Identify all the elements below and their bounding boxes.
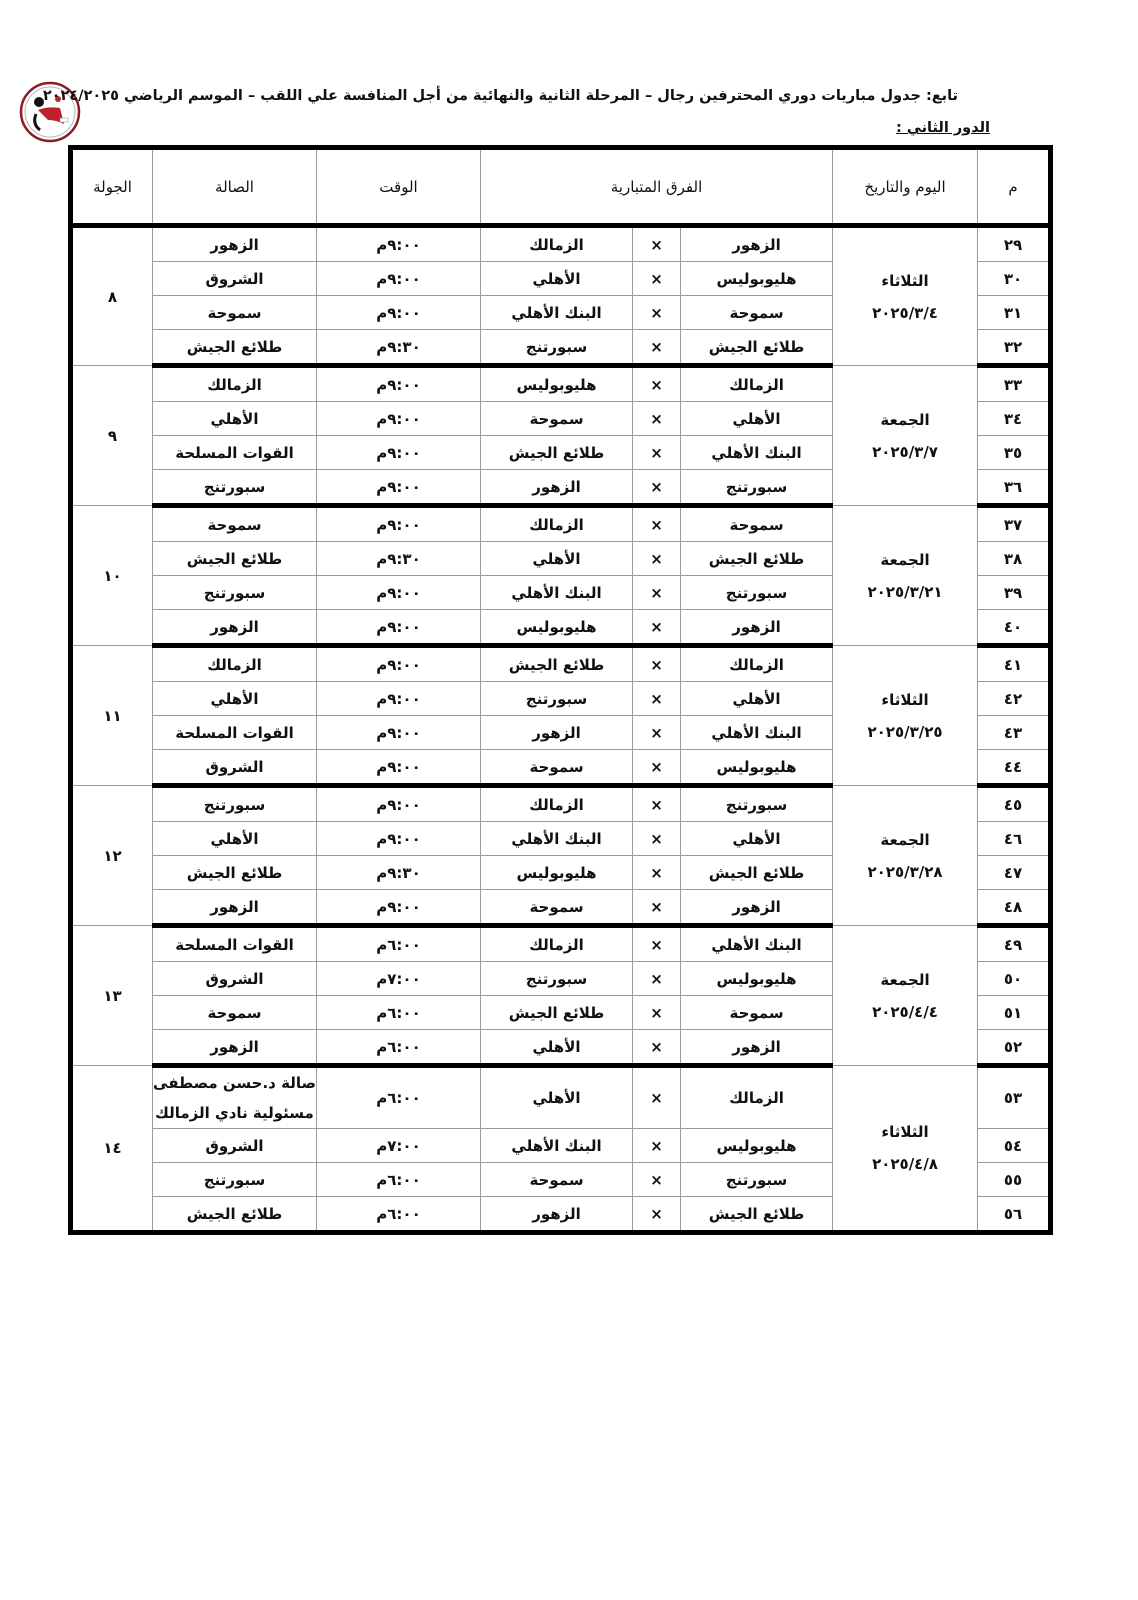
home-team: الزهور xyxy=(681,1030,833,1066)
away-team: الأهلي xyxy=(481,1030,633,1066)
away-team: سبورتنج xyxy=(481,330,633,366)
versus-icon: × xyxy=(633,1163,681,1197)
match-hall: الشروق xyxy=(153,1129,317,1163)
round-number: ٨ xyxy=(71,226,153,366)
match-number: ٤٠ xyxy=(978,610,1051,646)
match-number: ٤٢ xyxy=(978,682,1051,716)
match-time: ٩:٠٠م xyxy=(317,576,481,610)
versus-icon: × xyxy=(633,716,681,750)
away-team: هليوبوليس xyxy=(481,610,633,646)
match-day-date xyxy=(833,1066,978,1233)
away-team: الزمالك xyxy=(481,506,633,542)
versus-icon: × xyxy=(633,1129,681,1163)
versus-icon: × xyxy=(633,926,681,962)
match-number: ٥٢ xyxy=(978,1030,1051,1066)
match-number: ٥٣ xyxy=(978,1066,1051,1129)
section-title: الدور الثاني : xyxy=(896,120,990,136)
match-time: ٩:٠٠م xyxy=(317,890,481,926)
versus-icon: × xyxy=(633,646,681,682)
match-day-date xyxy=(833,366,978,506)
home-team: سموحة xyxy=(681,296,833,330)
match-date: ٢٠٢٥/٣/٢٨ xyxy=(867,862,943,881)
match-number: ٢٩ xyxy=(978,226,1051,262)
match-hall: سبورتنج xyxy=(153,1163,317,1197)
match-hall: القوات المسلحة xyxy=(153,436,317,470)
home-team: هليوبوليس xyxy=(681,262,833,296)
match-number: ٤١ xyxy=(978,646,1051,682)
column-header-time: الوقت xyxy=(317,148,481,226)
match-time: ٩:٣٠م xyxy=(317,542,481,576)
match-hall: سموحة xyxy=(153,996,317,1030)
match-hall: سبورتنج xyxy=(153,470,317,506)
home-team: هليوبوليس xyxy=(681,750,833,786)
away-team: الزهور xyxy=(481,716,633,750)
match-time: ٩:٠٠م xyxy=(317,506,481,542)
table-row xyxy=(71,226,1051,262)
versus-icon: × xyxy=(633,330,681,366)
table-row xyxy=(71,646,1051,682)
match-time: ٦:٠٠م xyxy=(317,1163,481,1197)
match-number: ٤٣ xyxy=(978,716,1051,750)
away-team: الزمالك xyxy=(481,786,633,822)
home-team: سموحة xyxy=(681,996,833,1030)
match-number: ٤٨ xyxy=(978,890,1051,926)
round-number: ١٤ xyxy=(71,1066,153,1233)
home-team: الزهور xyxy=(681,226,833,262)
match-time: ٩:٠٠م xyxy=(317,610,481,646)
away-team: طلائع الجيش xyxy=(481,436,633,470)
home-team: سبورتنج xyxy=(681,1163,833,1197)
home-team: الأهلي xyxy=(681,682,833,716)
versus-icon: × xyxy=(633,226,681,262)
match-number: ٣٣ xyxy=(978,366,1051,402)
column-header-round: الجولة xyxy=(71,148,153,226)
match-day: الجمعة xyxy=(880,410,930,429)
match-time: ٦:٠٠م xyxy=(317,926,481,962)
versus-icon: × xyxy=(633,1197,681,1233)
versus-icon: × xyxy=(633,786,681,822)
versus-icon: × xyxy=(633,366,681,402)
match-number: ٣٧ xyxy=(978,506,1051,542)
away-team: البنك الأهلي xyxy=(481,576,633,610)
match-day: الثلاثاء xyxy=(881,690,929,709)
match-hall: الأهلي xyxy=(153,682,317,716)
column-header-date: اليوم والتاريخ xyxy=(833,148,978,226)
home-team: طلائع الجيش xyxy=(681,1197,833,1233)
round-number: ١١ xyxy=(71,646,153,786)
table-row xyxy=(71,366,1051,402)
match-hall: الشروق xyxy=(153,750,317,786)
match-time: ٧:٠٠م xyxy=(317,962,481,996)
match-hall: القوات المسلحة xyxy=(153,926,317,962)
home-team: طلائع الجيش xyxy=(681,330,833,366)
match-number: ٤٩ xyxy=(978,926,1051,962)
match-day: الثلاثاء xyxy=(881,271,929,290)
column-header-hall: الصالة xyxy=(153,148,317,226)
match-day-date xyxy=(833,226,978,366)
match-hall: الشروق xyxy=(153,262,317,296)
match-hall: الشروق xyxy=(153,962,317,996)
round-number: ١٠ xyxy=(71,506,153,646)
match-number: ٣٢ xyxy=(978,330,1051,366)
match-hall: الزهور xyxy=(153,610,317,646)
match-hall: طلائع الجيش xyxy=(153,330,317,366)
column-header-teams: الفرق المتبارية xyxy=(481,148,833,226)
versus-icon: × xyxy=(633,542,681,576)
match-number: ٣٥ xyxy=(978,436,1051,470)
versus-icon: × xyxy=(633,610,681,646)
match-date: ٢٠٢٥/٣/٤ xyxy=(872,303,938,322)
versus-icon: × xyxy=(633,682,681,716)
away-team: الأهلي xyxy=(481,1066,633,1129)
match-day-date xyxy=(833,926,978,1066)
match-hall: الأهلي xyxy=(153,402,317,436)
match-number: ٥٥ xyxy=(978,1163,1051,1197)
versus-icon: × xyxy=(633,856,681,890)
match-time: ٩:٠٠م xyxy=(317,226,481,262)
away-team: سموحة xyxy=(481,402,633,436)
home-team: طلائع الجيش xyxy=(681,856,833,890)
match-hall: الزمالك xyxy=(153,366,317,402)
match-time: ٩:٠٠م xyxy=(317,822,481,856)
versus-icon: × xyxy=(633,506,681,542)
away-team: سموحة xyxy=(481,750,633,786)
match-time: ٦:٠٠م xyxy=(317,1066,481,1129)
match-time: ٩:٣٠م xyxy=(317,330,481,366)
home-team: البنك الأهلي xyxy=(681,716,833,750)
match-hall: طلائع الجيش xyxy=(153,856,317,890)
home-team: طلائع الجيش xyxy=(681,542,833,576)
away-team: طلائع الجيش xyxy=(481,646,633,682)
match-day: الجمعة xyxy=(880,550,930,569)
versus-icon: × xyxy=(633,996,681,1030)
match-number: ٤٦ xyxy=(978,822,1051,856)
versus-icon: × xyxy=(633,402,681,436)
match-time: ٩:٣٠م xyxy=(317,856,481,890)
match-time: ٦:٠٠م xyxy=(317,1030,481,1066)
away-team: البنك الأهلي xyxy=(481,296,633,330)
match-hall-line1: صالة د.حسن مصطفى xyxy=(153,1074,316,1092)
match-hall: الزمالك xyxy=(153,646,317,682)
home-team: سبورتنج xyxy=(681,470,833,506)
home-team: البنك الأهلي xyxy=(681,926,833,962)
versus-icon: × xyxy=(633,962,681,996)
match-hall: الزهور xyxy=(153,890,317,926)
versus-icon: × xyxy=(633,1066,681,1129)
away-team: هليوبوليس xyxy=(481,856,633,890)
table-row xyxy=(71,786,1051,822)
away-team: الأهلي xyxy=(481,262,633,296)
home-team: الزمالك xyxy=(681,366,833,402)
match-hall: طلائع الجيش xyxy=(153,542,317,576)
versus-icon: × xyxy=(633,890,681,926)
match-day: الثلاثاء xyxy=(881,1123,929,1141)
match-date: ٢٠٢٥/٣/٢٥ xyxy=(867,722,943,741)
versus-icon: × xyxy=(633,296,681,330)
match-hall xyxy=(153,1066,317,1129)
away-team: الزمالك xyxy=(481,926,633,962)
match-hall: سموحة xyxy=(153,296,317,330)
match-day-date xyxy=(833,646,978,786)
match-day-date xyxy=(833,786,978,926)
table-row xyxy=(71,926,1051,962)
away-team: سبورتنج xyxy=(481,682,633,716)
round-number: ١٢ xyxy=(71,786,153,926)
versus-icon: × xyxy=(633,576,681,610)
match-time: ٧:٠٠م xyxy=(317,1129,481,1163)
home-team: الأهلي xyxy=(681,402,833,436)
versus-icon: × xyxy=(633,822,681,856)
match-time: ٩:٠٠م xyxy=(317,436,481,470)
match-day: الجمعة xyxy=(880,970,930,989)
versus-icon: × xyxy=(633,750,681,786)
home-team: الزهور xyxy=(681,610,833,646)
match-time: ٩:٠٠م xyxy=(317,402,481,436)
match-number: ٣٠ xyxy=(978,262,1051,296)
away-team: سموحة xyxy=(481,890,633,926)
versus-icon: × xyxy=(633,1030,681,1066)
match-hall: سموحة xyxy=(153,506,317,542)
match-number: ٣٤ xyxy=(978,402,1051,436)
home-team: هليوبوليس xyxy=(681,1129,833,1163)
home-team: سبورتنج xyxy=(681,786,833,822)
match-time: ٦:٠٠م xyxy=(317,1197,481,1233)
match-time: ٩:٠٠م xyxy=(317,366,481,402)
match-number: ٣٨ xyxy=(978,542,1051,576)
match-time: ٩:٠٠م xyxy=(317,262,481,296)
match-number: ٥٦ xyxy=(978,1197,1051,1233)
match-number: ٣٩ xyxy=(978,576,1051,610)
away-team: الزهور xyxy=(481,470,633,506)
table-row xyxy=(71,506,1051,542)
match-hall: طلائع الجيش xyxy=(153,1197,317,1233)
away-team: الأهلي xyxy=(481,542,633,576)
away-team: البنك الأهلي xyxy=(481,822,633,856)
match-number: ٣٦ xyxy=(978,470,1051,506)
match-hall: الزهور xyxy=(153,226,317,262)
home-team: سموحة xyxy=(681,506,833,542)
away-team: الزهور xyxy=(481,1197,633,1233)
match-time: ٩:٠٠م xyxy=(317,786,481,822)
match-time: ٩:٠٠م xyxy=(317,470,481,506)
away-team: طلائع الجيش xyxy=(481,996,633,1030)
match-hall-line2: مسئولية نادي الزمالك xyxy=(155,1104,314,1122)
away-team: سبورتنج xyxy=(481,962,633,996)
versus-icon: × xyxy=(633,262,681,296)
home-team: هليوبوليس xyxy=(681,962,833,996)
away-team: الزمالك xyxy=(481,226,633,262)
match-time: ٩:٠٠م xyxy=(317,750,481,786)
away-team: هليوبوليس xyxy=(481,366,633,402)
match-day: الجمعة xyxy=(880,830,930,849)
match-schedule-table xyxy=(68,145,1053,1235)
match-number: ٥٠ xyxy=(978,962,1051,996)
match-time: ٦:٠٠م xyxy=(317,996,481,1030)
table-header-row xyxy=(71,148,1051,226)
match-date: ٢٠٢٥/٤/٤ xyxy=(872,1002,938,1021)
match-hall: الزهور xyxy=(153,1030,317,1066)
home-team: سبورتنج xyxy=(681,576,833,610)
home-team: الأهلي xyxy=(681,822,833,856)
match-date: ٢٠٢٥/٣/٧ xyxy=(872,442,938,461)
round-number: ٩ xyxy=(71,366,153,506)
match-number: ٤٥ xyxy=(978,786,1051,822)
round-number: ١٣ xyxy=(71,926,153,1066)
home-team: الزهور xyxy=(681,890,833,926)
home-team: الزمالك xyxy=(681,1066,833,1129)
match-hall: القوات المسلحة xyxy=(153,716,317,750)
match-date: ٢٠٢٥/٣/٢١ xyxy=(867,582,943,601)
match-number: ٤٧ xyxy=(978,856,1051,890)
away-team: البنك الأهلي xyxy=(481,1129,633,1163)
match-time: ٩:٠٠م xyxy=(317,716,481,750)
match-time: ٩:٠٠م xyxy=(317,646,481,682)
match-hall: الأهلي xyxy=(153,822,317,856)
match-number: ٤٤ xyxy=(978,750,1051,786)
match-hall: سبورتنج xyxy=(153,576,317,610)
match-date: ٢٠٢٥/٤/٨ xyxy=(872,1155,938,1173)
match-number: ٣١ xyxy=(978,296,1051,330)
versus-icon: × xyxy=(633,470,681,506)
document-title: تابع: جدول مباريات دوري المحترفين رجال – المرحلة الثانية والنهائية من أجل المنافسة علي اللقب – الموسم الرياضي ٢٠٢٤/٢٠٢٥ xyxy=(42,88,958,104)
match-number: ٥٤ xyxy=(978,1129,1051,1163)
home-team: البنك الأهلي xyxy=(681,436,833,470)
home-team: الزمالك xyxy=(681,646,833,682)
match-time: ٩:٠٠م xyxy=(317,682,481,716)
match-time: ٩:٠٠م xyxy=(317,296,481,330)
away-team: سموحة xyxy=(481,1163,633,1197)
versus-icon: × xyxy=(633,436,681,470)
column-header-num: م xyxy=(978,148,1051,226)
match-day-date xyxy=(833,506,978,646)
match-number: ٥١ xyxy=(978,996,1051,1030)
match-hall: سبورتنج xyxy=(153,786,317,822)
table-row xyxy=(71,1066,1051,1129)
